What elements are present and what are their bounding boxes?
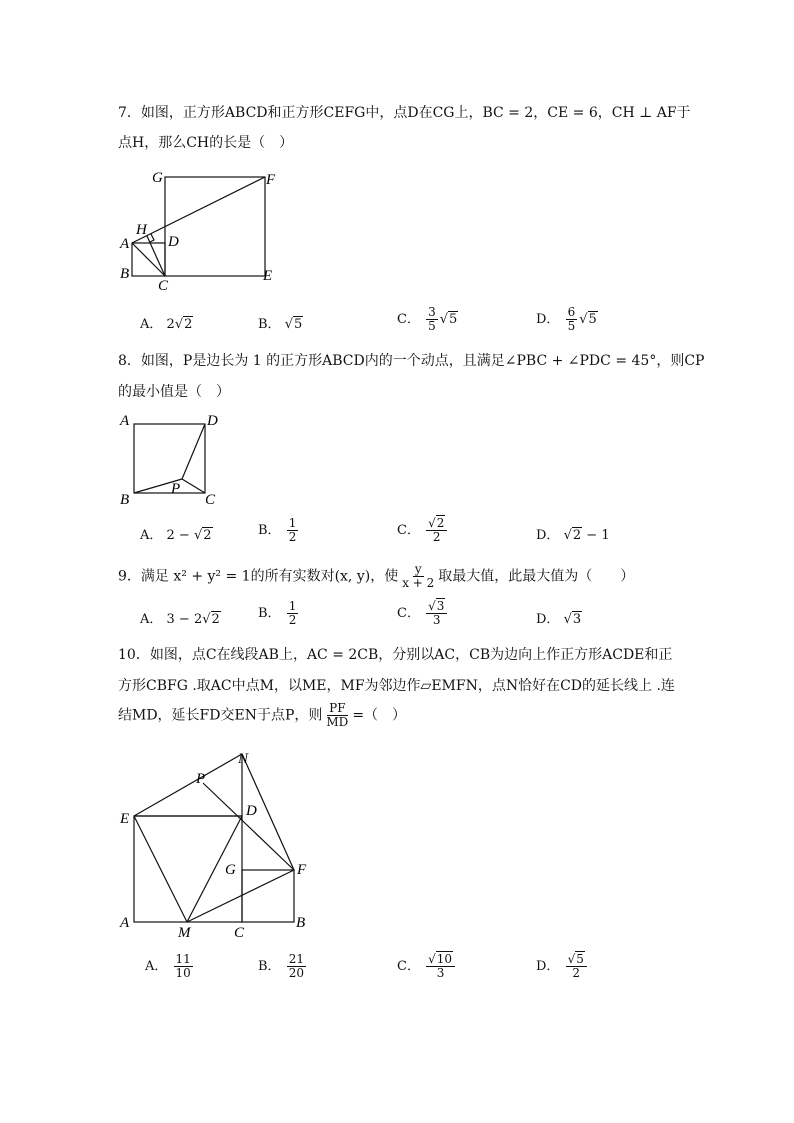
q7-label-h: H xyxy=(136,222,147,238)
q8-label-a: A xyxy=(120,413,130,429)
q7-label-c: C xyxy=(158,278,169,294)
q9-option-d[interactable]: D． √3 xyxy=(536,612,582,627)
q8-option-b[interactable]: B． $\frac{1}{2}$ xyxy=(258,516,297,544)
q7-option-c[interactable]: C． $\frac{3}{5}$ √5 xyxy=(397,305,458,333)
q8-line-cp xyxy=(182,479,205,493)
q10-label-b: B xyxy=(296,915,306,931)
q10-line-en xyxy=(134,754,242,816)
q10-figure xyxy=(110,745,320,945)
q7-label-f: F xyxy=(266,172,276,188)
q10-label-n: N xyxy=(238,751,249,767)
q10-label-e: E xyxy=(120,811,130,827)
q7-label-e: E xyxy=(263,268,273,284)
q10-line-mf xyxy=(187,870,294,922)
q10-square-cbfg xyxy=(242,870,294,922)
q8-option-c[interactable]: C． $\frac{√2}{2}$ xyxy=(397,517,449,544)
q8-option-a[interactable]: A． 2 − √2 xyxy=(140,528,212,543)
q10-label-a: A xyxy=(120,915,130,931)
q7-line-ac xyxy=(132,243,165,276)
q7-figure xyxy=(110,160,310,300)
q10-label-c: C xyxy=(234,925,245,941)
q10-option-b[interactable]: B． $\frac{21}{20}$ xyxy=(258,952,304,980)
q7-label-g: G xyxy=(152,170,163,186)
q9-option-a[interactable]: A． 3 − 2√2 xyxy=(140,612,220,627)
q10-label-p: P xyxy=(196,771,206,787)
q7-option-a[interactable]: A． 2√2 xyxy=(140,317,193,332)
q7-line-af xyxy=(132,177,265,243)
q8-label-b: B xyxy=(120,492,130,508)
q10-line3: 结MD，延长FD交EN于点P，则 $\frac{PF}{MD}$ =（ ） xyxy=(118,701,407,729)
q10-option-a[interactable]: A． $\frac{11}{10}$ xyxy=(145,952,191,980)
q7-line1: 7．如图，正方形ABCD和正方形CEFG中，点D在CG上，BC = 2，CE = 6，CH ⊥ AF于 xyxy=(118,105,691,121)
q8-option-d[interactable]: D． √2 − 1 xyxy=(536,528,610,543)
q7-option-d[interactable]: D． $\frac{6}{5}$ √5 xyxy=(536,305,597,333)
q10-label-m: M xyxy=(178,925,191,941)
q7-line-ch xyxy=(147,236,165,276)
q10-line1: 10．如图，点C在线段AB上，AC = 2CB，分别以AC，CB为边向上作正方形ACDE和正 xyxy=(118,647,673,663)
q10-label-g: G xyxy=(225,862,236,878)
q8-figure xyxy=(110,405,230,515)
q10-line-fp xyxy=(203,783,294,870)
q7-label-b: B xyxy=(120,266,130,282)
q8-line-dp xyxy=(182,424,205,479)
q7-option-b[interactable]: B． √5 xyxy=(258,317,303,332)
q7-square-cefg xyxy=(165,177,265,276)
q7-right-angle-mark xyxy=(150,234,154,242)
q9-option-c[interactable]: C． $\frac{√3}{3}$ xyxy=(397,600,449,627)
q10-option-c[interactable]: C． $\frac{√10}{3}$ xyxy=(397,953,457,980)
q7-line2: 点H，那么CH的长是（ ） xyxy=(118,135,294,151)
q10-line2: 方形CBFG .取AC中点M，以ME，MF为邻边作▱EMFN，点N恰好在CD的延长线上 .连 xyxy=(118,678,675,694)
q7-label-a: A xyxy=(120,236,130,252)
q10-label-d: D xyxy=(246,803,257,819)
q10-line-em xyxy=(134,816,187,922)
q8-label-c: C xyxy=(205,492,216,508)
q8-label-d: D xyxy=(207,413,218,429)
q8-line1: 8．如图，P是边长为 1 的正方形ABCD内的一个动点，且满足∠PBC + ∠PDC = 45°，则CP xyxy=(118,353,705,369)
q8-line2: 的最小值是（ ） xyxy=(118,384,230,400)
q10-option-d[interactable]: D． $\frac{√5}{2}$ xyxy=(536,953,589,980)
q7-label-d: D xyxy=(168,234,179,250)
q10-label-f: F xyxy=(297,862,307,878)
q8-label-p: P xyxy=(171,481,181,497)
q9-option-b[interactable]: B． $\frac{1}{2}$ xyxy=(258,599,297,627)
q9-text: 9．满足 x² + y² = 1的所有实数对(x, y)，使 $\frac{y}{x + 2}$ 取最大值，此最大值为（ ） xyxy=(118,562,635,590)
